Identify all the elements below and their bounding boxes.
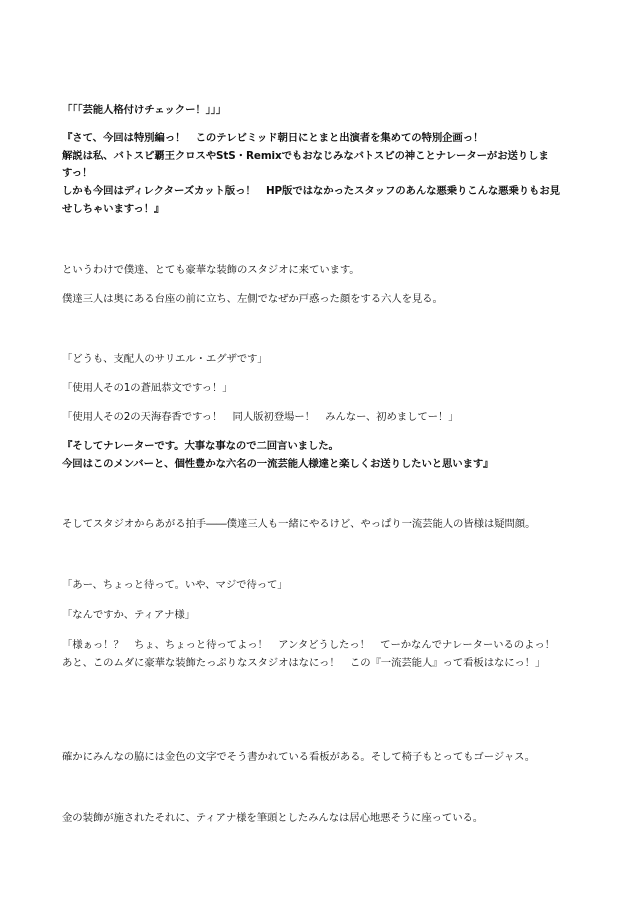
prose-line: そしてスタジオからあがる拍手――僕達三人も一緒にやるけど、やっぱり一流芸能人の皆様は疑問顔。 bbox=[62, 518, 536, 530]
dialogue-line: 「使用人その2の天海春香ですっ！ 同人版初登場ー！ みんなー、初めましてー！」 bbox=[62, 411, 459, 423]
narrator-line: せしちゃいますっ！』 bbox=[62, 203, 165, 215]
dialogue-line: 「なんですか、ティアナ様」 bbox=[62, 609, 195, 621]
prose-line: 僕達三人は奥にある台座の前に立ち、左側でなぜか戸惑った顔をする六人を見る。 bbox=[62, 293, 443, 305]
narrator-line: 『そしてナレーターです。大事な事なので二回言いました。 bbox=[62, 440, 339, 452]
narrator-line: 今回はこのメンバーと、個性豊かな六名の一流芸能人様達と楽しくお送りしたいと思います』 bbox=[62, 458, 494, 470]
narrator-line: すっ！ bbox=[62, 167, 93, 179]
narrator-line: 『さて、今回は特別編っ！ このテレビミッド朝日にとまと出演者を集めての特別企画っ！ bbox=[62, 132, 484, 144]
dialogue-line: 「あー、ちょっと待って。いや、マジで待って」 bbox=[62, 579, 288, 591]
dialogue-line: 「どうも、支配人のサリエル・エグザです」 bbox=[62, 353, 268, 365]
narrator-line: しかも今回はディレクターズカット版っ！ HP版ではなかったスタッフのあんな悪乗りこんな悪乗りもお見 bbox=[62, 185, 560, 197]
dialogue-line: あと、このムダに豪華な装飾たっぷりなスタジオはなにっ！ この『一流芸能人』って看板はなにっ！」 bbox=[62, 657, 546, 669]
title-line: 「「「芸能人格付けチェックー！」」」 bbox=[62, 104, 227, 116]
prose-line: というわけで僕達、とても豪華な装飾のスタジオに来ています。 bbox=[62, 264, 360, 276]
prose-line: 確かにみんなの脇には金色の文字でそう書かれている看板がある。そして椅子もとってもゴージャス。 bbox=[62, 751, 536, 763]
prose-line: 金の装飾が施されたそれに、ティアナ様を筆頭としたみんなは居心地悪そうに座っている。 bbox=[62, 812, 484, 824]
dialogue-line: 「使用人その1の蒼凪恭文ですっ！」 bbox=[62, 382, 233, 394]
narrator-line: 解説は私、バトスピ覇王クロスやStS・Remixでもおなじみなバトスピの神ことナレーターがお送りしま bbox=[62, 150, 549, 162]
dialogue-line: 「様ぁっ！？ ちょ、ちょっと待ってよっ！ アンタどうしたっ！ てーかなんでナレーターいるのよっ！ bbox=[62, 639, 555, 651]
